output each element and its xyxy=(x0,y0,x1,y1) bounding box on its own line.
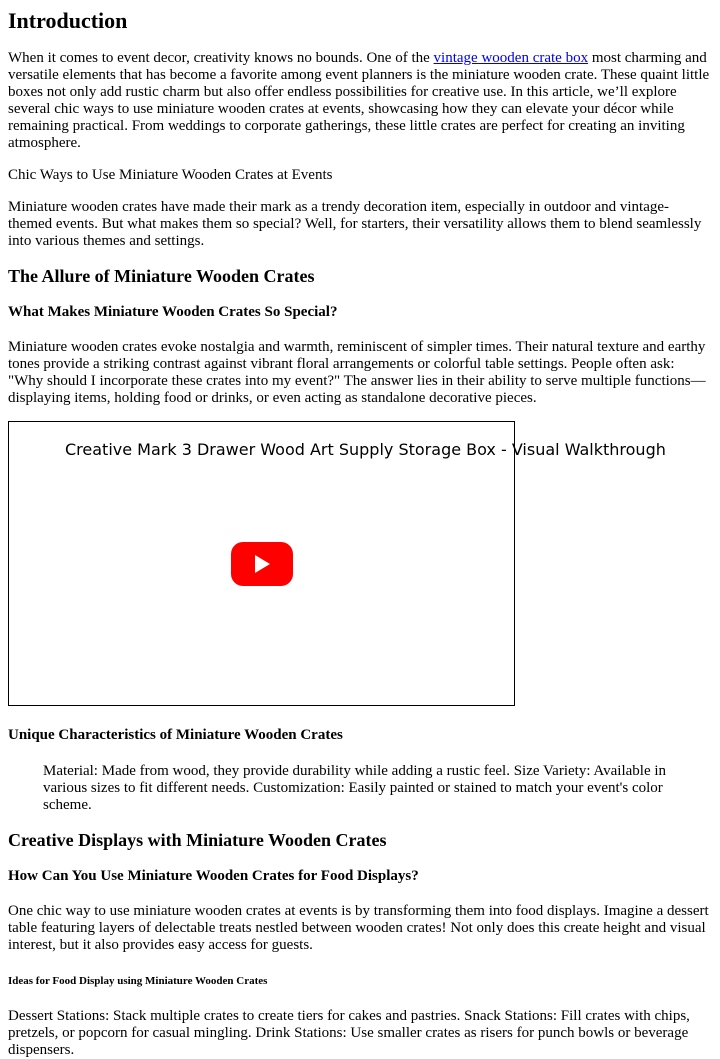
creative-heading: Creative Displays with Miniature Wooden Crates xyxy=(8,830,387,850)
unique-heading: Unique Characteristics of Miniature Wooden Crates xyxy=(8,727,343,743)
page-title: Introduction xyxy=(8,8,128,33)
vintage-crate-link[interactable]: vintage wooden crate box xyxy=(433,50,589,66)
intro-paragraph xyxy=(8,50,712,152)
play-icon[interactable] xyxy=(231,542,293,586)
allure-heading: The Allure of Miniature Wooden Crates xyxy=(8,266,315,286)
video-title[interactable]: Creative Mark 3 Drawer Wood Art Supply Storage Box - Visual Walkthrough xyxy=(65,440,666,459)
allure-paragraph: Miniature wooden crates evoke nostalgia and warmth, reminiscent of simpler times. Their natural texture and earthy tones provide a striking contrast against vibrant floral arrangements or colorful table settings. People often ask: "Why should I incorporate these crates into my event?" The answer lies in their ability to serve multiple functions—displaying items, holding food or drinks, or even acting as standalone decorative pieces. xyxy=(8,339,706,406)
food-ideas-paragraph: Dessert Stations: Stack multiple crates to create tiers for cakes and pastries. Snack Stations: Fill crates with chips, pretzels, or popcorn for casual mingling. Drink Stations: Use smaller crates as risers for punch bowls or beverage dispensers. xyxy=(8,1008,690,1058)
video-embed[interactable] xyxy=(8,421,666,706)
article xyxy=(0,8,720,1059)
allure-subheading: What Makes Miniature Wooden Crates So Special? xyxy=(8,304,338,320)
food-display-paragraph: One chic way to use miniature wooden crates at events is by transforming them into food displays. Imagine a dessert table featuring layers of delectable treats nestled between wooden crates! Not only does this create height and visual interest, but it also provides easy access for guests. xyxy=(8,903,709,953)
unique-characteristics-quote: Material: Made from wood, they provide durability while adding a rustic feel. Size Variety: Available in various sizes to fit different needs. Customization: Easily painted or stained to match your event's color scheme. xyxy=(43,763,667,813)
intro-text-after-link: most charming and versatile elements that has become a favorite among event planners is the miniature wooden crate. These quaint little boxes not only add rustic charm but also offer endless possibilities for creative use. In this article, we’ll explore several chic ways to use miniature wooden crates at events, showcasing how they can elevate your décor while remaining practical. From weddings to corporate gatherings, these little crates are perfect for creating an inviting atmosphere. xyxy=(8,50,710,151)
intro-text-before-link: When it comes to event decor, creativity knows no bounds. One of the xyxy=(8,50,434,66)
food-ideas-heading: Ideas for Food Display using Miniature Wooden Crates xyxy=(8,975,268,987)
intro-paragraph-2: Miniature wooden crates have made their mark as a trendy decoration item, especially in outdoor and vintage-themed events. But what makes them so special? Well, for starters, their versatility allows them to blend seamlessly into various themes and settings. xyxy=(8,199,702,249)
intro-subtitle-paragraph: Chic Ways to Use Miniature Wooden Crates at Events xyxy=(8,167,333,183)
food-display-subheading: How Can You Use Miniature Wooden Crates for Food Displays? xyxy=(8,868,419,884)
